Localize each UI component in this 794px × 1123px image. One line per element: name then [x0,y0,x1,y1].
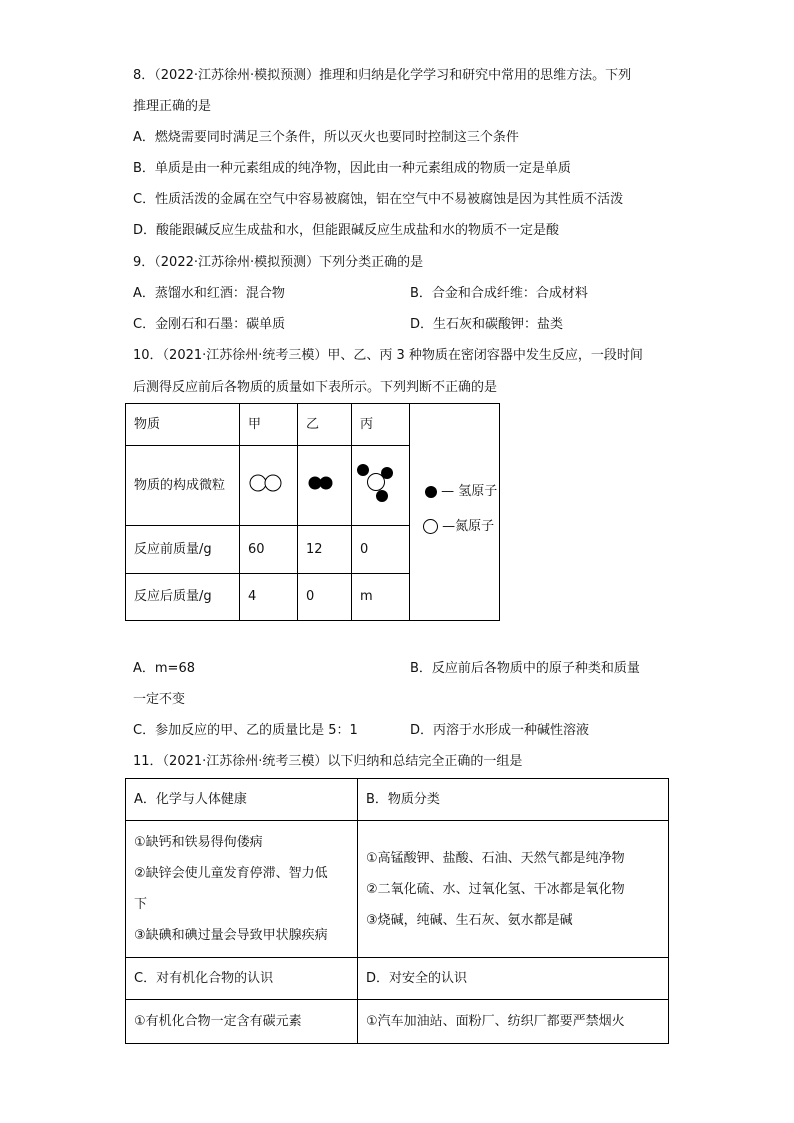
header-cell-substance: 物质 [126,404,240,446]
header-cell-jia: 甲 [240,404,298,446]
q8-option-a: A．燃烧需要同时满足三个条件，所以灭火也要同时控制这三个条件 [133,130,519,145]
after-label-cell: 反应后质量/g [126,574,240,621]
group-a-item-3: ③缺碘和碘过量会导致甲状腺疾病 [134,928,328,943]
group-a-item-2-cont: 下 [134,897,148,912]
group-b-item-3: ③烧碱，纯碱、生石灰、氨水都是碱 [366,913,573,928]
legend-hydrogen [425,483,497,501]
after-jia-cell: 4 [240,574,298,621]
group-c-title: C．对有机化合物的认识 [126,958,358,1000]
legend-nitrogen-label: —氮原子 [442,519,495,534]
group-d-item-1: ①汽车加油站、面粉厂、纺织厂都要严禁烟火 [366,1014,625,1029]
group-b-content [358,821,669,958]
after-yi-cell: 0 [298,574,352,621]
q10-stem-line2: 后测得反应前后各物质的质量如下表所示。下列判断不正确的是 [133,380,498,395]
group-a-item-1: ①缺钙和铁易得佝偻病 [134,835,263,850]
ammonia-molecule-diagram [354,461,400,505]
q10-option-b-line1: B．反应前后各物质中的原子种类和质量 [410,661,640,676]
particles-label-cell: 物质的构成微粒 [126,446,240,526]
q9-option-b: B．合金和合成纤维：合成材料 [410,286,588,301]
q11-stem: 11．（2021·江苏徐州·统考三模）以下归纳和总结完全正确的一组是 [133,754,523,769]
legend-cell [410,404,500,621]
q10-option-d: D．丙溶于水形成一种碱性溶液 [410,723,590,738]
before-label-cell: 反应前质量/g [126,526,240,574]
group-d-content [358,1000,669,1044]
nitrogen-molecule-diagram [248,472,284,494]
q8-stem-line1: 8．（2022·江苏徐州·模拟预测）推理和归纳是化学学习和研究中常用的思维方法。下列 [133,68,632,83]
before-jia-cell: 60 [240,526,298,574]
group-d-title: D．对安全的认识 [358,958,669,1000]
particle-jia-cell [240,446,298,526]
legend-nitrogen [423,518,494,536]
q10-option-b-line2: 一定不变 [133,692,186,707]
particle-bing-cell [352,446,410,526]
legend-hydrogen-label: — 氢原子 [441,484,498,499]
after-bing-cell: m [352,574,410,621]
group-c-content [126,1000,358,1044]
group-b-title: B．物质分类 [358,779,669,821]
q10-option-c: C．参加反应的甲、乙的质量比是 5：1 [133,723,358,738]
q9-option-c: C．金刚石和石墨：碳单质 [133,317,286,332]
group-a-title: A．化学与人体健康 [126,779,358,821]
q9-option-d: D．生石灰和碳酸钾：盐类 [410,317,564,332]
q8-stem-line2: 推理正确的是 [133,99,212,114]
q8-option-d: D．酸能跟碱反应生成盐和水，但能跟碱反应生成盐和水的物质不一定是酸 [133,223,560,238]
group-a-content [126,821,358,958]
hydrogen-atom-icon [425,486,437,498]
hydrogen-molecule-diagram [306,472,336,494]
before-bing-cell: 0 [352,526,410,574]
group-c-item-1: ①有机化合物一定含有碳元素 [134,1014,302,1029]
group-a-item-2: ②缺锌会使儿童发育停滞、智力低 [134,866,328,881]
q8-option-c: C．性质活泼的金属在空气中容易被腐蚀，铝在空气中不易被腐蚀是因为其性质不活泼 [133,192,624,207]
q10-stem-line1: 10．（2021·江苏徐州·统考三模）甲、乙、丙 3 种物质在密闭容器中发生反应，一段时间 [133,348,643,363]
q8-option-b: B．单质是由一种元素组成的纯净物，因此由一种元素组成的物质一定是单质 [133,161,571,176]
header-cell-yi: 乙 [298,404,352,446]
q10-mass-table [125,403,500,621]
q10-option-a: A．m=68 [133,661,195,676]
nitrogen-atom-icon [423,519,438,534]
group-b-item-2: ②二氧化硫、水、过氧化氢、干冰都是氧化物 [366,882,625,897]
q9-stem: 9．（2022·江苏徐州·模拟预测）下列分类正确的是 [133,255,424,270]
q11-summary-table [125,778,669,1044]
group-b-item-1: ①高锰酸钾、盐酸、石油、天然气都是纯净物 [366,851,625,866]
particle-yi-cell [298,446,352,526]
header-cell-bing: 丙 [352,404,410,446]
q9-option-a: A．蒸馏水和红酒：混合物 [133,286,285,301]
before-yi-cell: 12 [298,526,352,574]
